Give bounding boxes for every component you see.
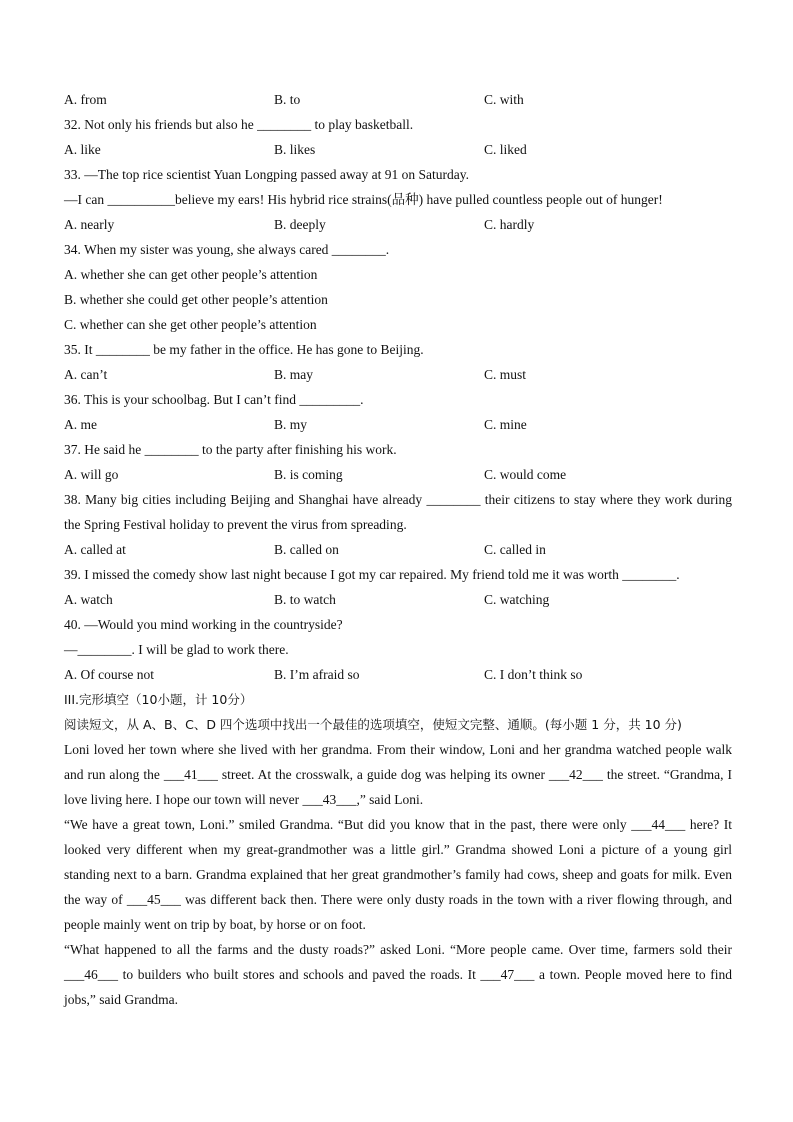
passage-paragraph-2: “We have a great town, Loni.” smiled Grandma. “But did you know that in the past, there were only ___44___ here? It looked very different when my great-grandmother was a little girl.” Grandma showed Loni a picture of a young girl standing next to a barn. Grandma explained that her great grandmother’s family had cows, sheep and goats for milk. Even the way of ___45___ was different back then. There were only dusty roads in the town with a river flowing through, and people mainly went on trip by boat, by horse or on foot.: [64, 817, 732, 932]
q38-option-a: A. called at: [64, 542, 126, 557]
q31-option-b: B. to: [274, 92, 301, 107]
q35-option-b: B. may: [274, 367, 313, 382]
q32-option-b: B. likes: [274, 142, 316, 157]
q39-option-b: B. to watch: [274, 592, 336, 607]
q33-option-a: A. nearly: [64, 217, 115, 232]
q36-question: 36. This is your schoolbag. But I can’t find _________.: [64, 392, 364, 407]
q35-option-c: C. must: [484, 367, 527, 382]
passage-paragraph-1: Loni loved her town where she lived with her grandma. From their window, Loni and her grandma watched people walk and run along the ___41___ street. At the crosswalk, a guide dog was helping its owner ___42___ the street. “Grandma, I love living here. I hope our town will never ___43___,” said Loni.: [64, 742, 732, 807]
q40-option-b: B. I’m afraid so: [274, 667, 360, 682]
q37-option-a: A. will go: [64, 467, 119, 482]
q35-option-a: A. can’t: [64, 367, 108, 382]
q34-option-c: C. whether can she get other people’s attention: [64, 317, 317, 332]
q36-option-a: A. me: [64, 417, 97, 432]
q37-option-c: C. would come: [484, 467, 567, 482]
q36-options: [64, 412, 732, 437]
q38-options: [64, 537, 732, 562]
q32-option-c: C. liked: [484, 142, 527, 157]
q38-option-b: B. called on: [274, 542, 339, 557]
q39-question: 39. I missed the comedy show last night because I got my car repaired. My friend told me it was worth ________.: [64, 567, 680, 582]
q32-options: [64, 137, 732, 162]
q34-question: 34. When my sister was young, she always cared ________.: [64, 242, 390, 257]
section-title: III.完形填空（10小题，计 10分）: [64, 692, 253, 707]
q36-option-c: C. mine: [484, 417, 527, 432]
q37-options: [64, 462, 732, 487]
q37-question: 37. He said he ________ to the party after finishing his work.: [64, 442, 397, 457]
q39-options: [64, 587, 732, 612]
q38-option-c: C. called in: [484, 542, 546, 557]
q40-option-c: C. I don’t think so: [484, 667, 583, 682]
q34-option-b: B. whether she could get other people’s attention: [64, 292, 328, 307]
q33-question-line-2: —I can __________believe my ears! His hybrid rice strains(品种) have pulled countless people out of hunger!: [64, 192, 663, 207]
q39-option-c: C. watching: [484, 592, 550, 607]
q40-question-line-2: —________. I will be glad to work there.: [64, 642, 289, 657]
q40-option-a: A. Of course not: [64, 667, 154, 682]
q32-option-a: A. like: [64, 142, 101, 157]
q38-question: 38. Many big cities including Beijing and Shanghai have already ________ their citizens to stay where they work during the Spring Festival holiday to prevent the virus from spreading.: [64, 492, 732, 532]
q40-question-line-1: 40. —Would you mind working in the countryside?: [64, 617, 343, 632]
q36-option-b: B. my: [274, 417, 308, 432]
q39-option-a: A. watch: [64, 592, 113, 607]
q37-option-b: B. is coming: [274, 467, 343, 482]
exam-page: [64, 87, 732, 1012]
q40-options: [64, 662, 732, 687]
passage-paragraph-3: “What happened to all the farms and the dusty roads?” asked Loni. “More people came. Over time, farmers sold their ___46___ to builders who built stores and schools and paved the roads. It ___47___ a town. People moved here to find jobs,” said Grandma.: [64, 942, 732, 1007]
q33-option-c: C. hardly: [484, 217, 535, 232]
q35-question: 35. It ________ be my father in the office. He has gone to Beijing.: [64, 342, 424, 357]
q33-options: [64, 212, 732, 237]
q35-options: [64, 362, 732, 387]
q34-option-a: A. whether she can get other people’s attention: [64, 267, 318, 282]
q31-option-c: C. with: [484, 92, 524, 107]
q31-options: [64, 87, 732, 112]
q33-option-b: B. deeply: [274, 217, 326, 232]
q33-question-line-1: 33. —The top rice scientist Yuan Longping passed away at 91 on Saturday.: [64, 167, 470, 182]
section-instruction: 阅读短文，从 A、B、C、D 四个选项中找出一个最佳的选项填空，使短文完整、通顺。(每小题 1 分，共 10 分): [64, 717, 682, 732]
q31-option-a: A. from: [64, 92, 107, 107]
q32-question: 32. Not only his friends but also he ________ to play basketball.: [64, 117, 414, 132]
